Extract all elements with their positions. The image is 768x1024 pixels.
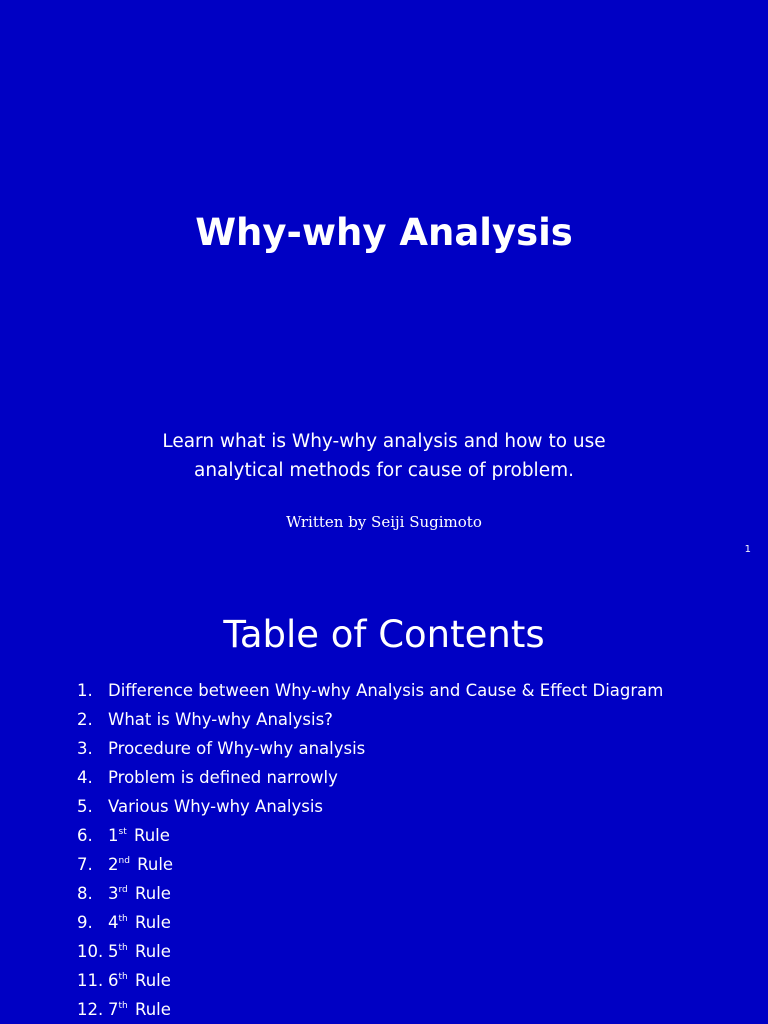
toc-item-text — [108, 884, 171, 903]
rule-ordinal-suffix: th — [118, 943, 128, 953]
toc-item-number: 12. — [77, 1000, 104, 1019]
toc-item-number: 3. — [77, 739, 93, 758]
rule-label: Rule — [133, 826, 170, 845]
author-credit: Written by Seiji Sugimoto — [286, 513, 482, 531]
toc-item-text — [108, 971, 171, 990]
toc-title: Table of Contents — [223, 613, 545, 656]
toc-item-number: 8. — [77, 884, 93, 903]
toc-item-number: 10. — [77, 942, 104, 961]
toc-item-number: 9. — [77, 913, 93, 932]
toc-item-text: Difference between Why-why Analysis and Cause & Effect Diagram — [108, 681, 664, 700]
rule-ordinal-suffix: rd — [118, 885, 128, 895]
toc-item — [77, 763, 663, 792]
subtitle-line-2: analytical methods for cause of problem. — [194, 460, 574, 481]
rule-ordinal-number: 2 — [108, 855, 119, 874]
toc-item — [77, 908, 663, 937]
rule-label: Rule — [134, 913, 171, 932]
toc-item — [77, 734, 663, 763]
toc-item-number: 1. — [77, 681, 93, 700]
rule-ordinal-suffix: th — [118, 1001, 128, 1011]
toc-item — [77, 676, 663, 705]
toc-item — [77, 937, 663, 966]
rule-label: Rule — [134, 1000, 171, 1019]
rule-label: Rule — [135, 884, 171, 903]
rule-ordinal-number: 1 — [108, 826, 119, 845]
toc-item — [77, 705, 663, 734]
toc-item — [77, 792, 663, 821]
toc-item-number: 5. — [77, 797, 93, 816]
toc-item-text: Procedure of Why-why analysis — [108, 739, 366, 758]
toc-item-number: 4. — [77, 768, 93, 787]
toc-item-number: 2. — [77, 710, 93, 729]
toc-item-text — [108, 826, 170, 845]
page-number: 1 — [744, 544, 751, 555]
toc-item-text: What is Why-why Analysis? — [108, 710, 333, 729]
toc-item-text — [108, 913, 171, 932]
toc-item-number: 11. — [77, 971, 104, 990]
toc-item — [77, 995, 663, 1024]
toc-item — [77, 850, 663, 879]
rule-label: Rule — [134, 942, 171, 961]
rule-ordinal-number: 7 — [108, 1000, 119, 1019]
toc-item-text — [108, 1000, 171, 1019]
toc-item — [77, 966, 663, 995]
toc-item — [77, 821, 663, 850]
toc-item-text: Problem is defined narrowly — [108, 768, 338, 787]
toc-item-number: 6. — [77, 826, 93, 845]
rule-ordinal-number: 5 — [108, 942, 119, 961]
rule-ordinal-suffix: st — [118, 827, 127, 837]
rule-ordinal-suffix: th — [118, 914, 128, 924]
toc-item-number: 7. — [77, 855, 93, 874]
toc-item — [77, 879, 663, 908]
rule-label: Rule — [137, 855, 174, 874]
toc-item-text — [108, 942, 171, 961]
rule-ordinal-suffix: th — [118, 972, 128, 982]
toc-item-text: Various Why-why Analysis — [108, 797, 324, 816]
rule-ordinal-number: 3 — [108, 884, 119, 903]
toc-list — [77, 676, 663, 1024]
toc-slide — [0, 576, 768, 1024]
subtitle-line-1: Learn what is Why-why analysis and how to use — [162, 431, 606, 452]
rule-ordinal-suffix: nd — [118, 856, 130, 866]
rule-ordinal-number: 4 — [108, 913, 119, 932]
rule-ordinal-number: 6 — [108, 971, 119, 990]
toc-item-text — [108, 855, 173, 874]
rule-label: Rule — [134, 971, 171, 990]
slide-subtitle — [110, 427, 658, 485]
slide-title: Why-why Analysis — [195, 211, 573, 254]
